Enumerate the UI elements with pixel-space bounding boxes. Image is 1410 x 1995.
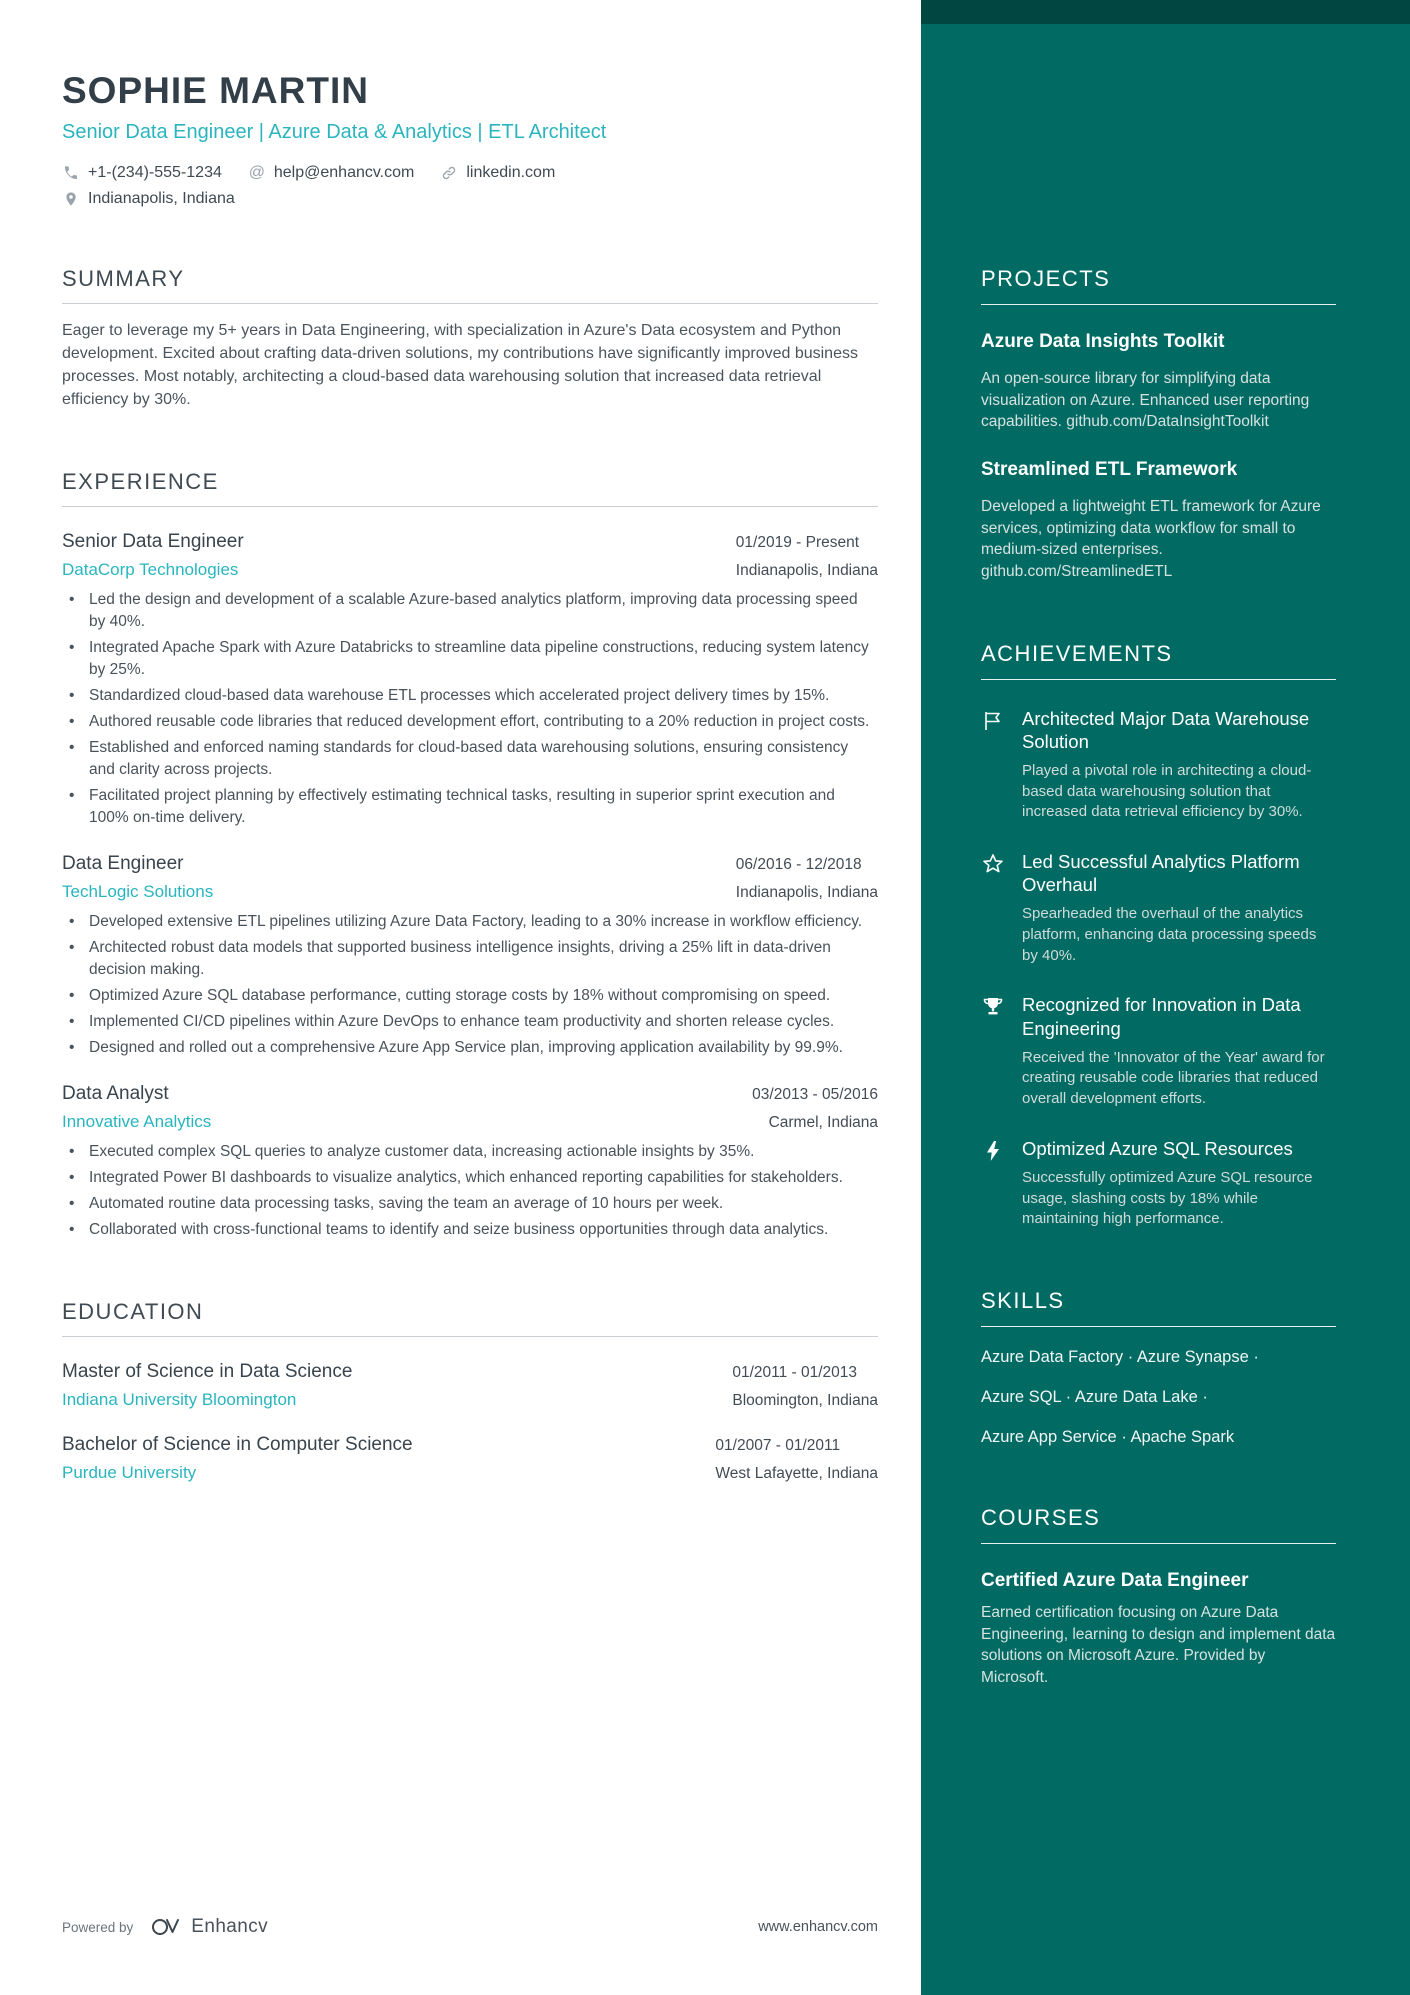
contact-row-2 (62, 190, 878, 208)
courses-heading: COURSES (981, 1505, 1336, 1544)
courses-section (981, 1505, 1336, 1689)
degree-title: Master of Science in Data Science (62, 1361, 353, 1383)
experience-heading: EXPERIENCE (62, 469, 878, 507)
phone-icon (62, 164, 80, 182)
enhancv-logo-icon (151, 1916, 181, 1938)
job-title: Data Analyst (62, 1083, 169, 1105)
contact-info (62, 164, 878, 208)
bullet-item: • Designed and rolled out a comprehensive Azure App Service plan, improving application availability by 99.9%. (62, 1037, 878, 1059)
bullet-item: • Implemented CI/CD pipelines within Azure DevOps to enhance team productivity and shorten release cycles. (62, 1011, 878, 1033)
education-location: Bloomington, Indiana (732, 1392, 878, 1410)
email-address: help@enhancv.com (273, 164, 415, 181)
skill-line: Azure App Service · Apache Spark (981, 1427, 1235, 1446)
project-description: Developed a lightweight ETL framework for Azure services, optimizing data workflow for small to medium-sized enterprises. github.com/StreamlinedETL (981, 498, 1321, 581)
skill-line: Azure SQL · Azure Data Lake · (981, 1387, 1208, 1406)
education-dates: 01/2011 - 01/2013 (732, 1364, 858, 1382)
trophy-icon (981, 993, 1007, 1109)
experience-section (62, 469, 878, 1241)
link-icon (440, 164, 458, 182)
summary-heading: SUMMARY (62, 266, 878, 304)
education-section (62, 1299, 878, 1483)
summary-text: Eager to leverage my 5+ years in Data Engineering, with specialization in Azure's Data ecosystem and Python development. Excited about crafting data-driven solutions, my contributions have significantly improved business processes. Most notably, architecting a cloud-based data warehousing solution that increased data retrieval efficiency by 30%. (62, 322, 858, 409)
star-icon (981, 850, 1007, 966)
email-contact[interactable] (248, 164, 414, 182)
job-title: Senior Data Engineer (62, 531, 244, 553)
education-entry (62, 1434, 878, 1483)
education-location: West Lafayette, Indiana (715, 1465, 878, 1483)
enhancv-logo[interactable] (151, 1916, 268, 1938)
achievement-title: Led Successful Analytics Platform Overhaul (1022, 851, 1300, 896)
job-company: DataCorp Technologies (62, 560, 239, 580)
achievement-description: Played a pivotal role in architecting a cloud-based data warehousing solution that increased data retrieval efficiency by 30%. (1022, 762, 1312, 821)
education-entry (62, 1361, 878, 1410)
enhancv-website-link[interactable]: www.enhancv.com (758, 1919, 878, 1935)
sidebar-content (921, 24, 1410, 1729)
main-column (62, 0, 878, 1483)
job-entry (62, 531, 878, 829)
job-bullets (62, 589, 878, 829)
person-name: SOPHIE MARTIN (62, 70, 369, 111)
location-pin-icon (62, 190, 80, 208)
at-icon: @ (248, 164, 265, 181)
linkedin-contact[interactable] (440, 164, 555, 182)
achievement-item (981, 707, 1336, 823)
job-entry (62, 1083, 878, 1241)
project-title: Azure Data Insights Toolkit (981, 331, 1225, 352)
achievement-description: Successfully optimized Azure SQL resource usage, slashing costs by 18% while maintaining high performance. (1022, 1168, 1313, 1228)
footer-branding (62, 1916, 268, 1938)
job-entry (62, 853, 878, 1059)
school-name: Purdue University (62, 1463, 197, 1483)
contact-row-1 (62, 164, 878, 182)
bullet-item: • Executed complex SQL queries to analyze customer data, increasing actionable insights by 35%. (62, 1141, 878, 1163)
achievement-title: Recognized for Innovation in Data Engineering (1022, 994, 1301, 1039)
location-contact (62, 190, 235, 208)
achievement-title: Optimized Azure SQL Resources (1022, 1137, 1293, 1159)
bullet-item: • Developed extensive ETL pipelines utilizing Azure Data Factory, leading to a 30% increase in workflow efficiency. (62, 911, 878, 933)
achievement-item (981, 850, 1336, 966)
phone-number: +1-(234)-555-1234 (88, 164, 222, 181)
powered-by-label: Powered by (62, 1919, 134, 1935)
sidebar (921, 0, 1410, 1995)
degree-title: Bachelor of Science in Computer Science (62, 1434, 413, 1456)
project-item (981, 459, 1336, 583)
course-title: Certified Azure Data Engineer (981, 1569, 1249, 1591)
job-location: Indianapolis, Indiana (735, 884, 878, 902)
summary-section (62, 266, 878, 411)
projects-section (981, 266, 1336, 583)
project-description: An open-source library for simplifying data visualization on Azure. Enhanced user reporting capabilities. github.com/DataInsightToolkit (981, 370, 1310, 431)
skill-line: Azure Data Factory · Azure Synapse · (981, 1347, 1259, 1366)
bullet-item: • Authored reusable code libraries that reduced development effort, contributing to a 20% reduction in project costs. (62, 711, 878, 733)
bullet-item: • Led the design and development of a scalable Azure-based analytics platform, improving data processing speed by 40%. (62, 589, 878, 633)
job-title: Data Engineer (62, 853, 184, 875)
bullet-item: • Integrated Apache Spark with Azure Databricks to streamline data pipeline constructions, reducing system latency by 25%. (62, 637, 878, 681)
project-item (981, 331, 1336, 433)
job-company: TechLogic Solutions (62, 882, 214, 902)
job-bullets (62, 911, 878, 1059)
enhancv-wordmark: Enhancv (191, 1916, 269, 1937)
course-item (981, 1570, 1336, 1689)
achievement-description: Received the 'Innovator of the Year' award for creating reusable code libraries that reduced overall development efforts. (1022, 1048, 1325, 1108)
project-title: Streamlined ETL Framework (981, 459, 1238, 481)
job-location: Indianapolis, Indiana (735, 562, 878, 580)
achievements-heading: ACHIEVEMENTS (981, 641, 1336, 680)
skills-heading: SKILLS (981, 1288, 1336, 1327)
course-description: Earned certification focusing on Azure Data Engineering, learning to design and implement data solutions on Microsoft Azure. Provided by Microsoft. (981, 1603, 1336, 1686)
bullet-item: • Architected robust data models that supported business intelligence insights, driving a 25% lift in data-driven decision making. (62, 937, 878, 981)
job-headline: Senior Data Engineer | Azure Data & Analytics | ETL Architect (62, 121, 607, 143)
achievements-section (981, 641, 1336, 1230)
achievement-item (981, 1137, 1336, 1230)
job-dates: 03/2013 - 05/2016 (752, 1086, 878, 1104)
projects-heading: PROJECTS (981, 266, 1336, 305)
job-dates: 06/2016 - 12/2018 (735, 856, 862, 874)
linkedin-url: linkedin.com (466, 164, 556, 181)
bullet-item: • Established and enforced naming standards for cloud-based data warehousing solutions, ensuring consistency and clarity across projects. (62, 737, 878, 781)
achievement-item (981, 993, 1336, 1109)
location-text: Indianapolis, Indiana (88, 190, 235, 207)
bullet-item: • Optimized Azure SQL database performance, cutting storage costs by 18% without compromising on speed. (62, 985, 878, 1007)
bullet-item: • Facilitated project planning by effectively estimating technical tasks, resulting in superior sprint execution and 100% on-time delivery. (62, 785, 878, 829)
job-location: Carmel, Indiana (768, 1114, 878, 1132)
bullet-item: • Standardized cloud-based data warehouse ETL processes which accelerated project delivery times by 15%. (62, 685, 878, 707)
job-dates: 01/2019 - Present (735, 534, 860, 552)
achievement-description: Spearheaded the overhaul of the analytics platform, enhancing data processing speeds by 40%. (1022, 905, 1317, 964)
sidebar-top-band (921, 0, 1410, 24)
bullet-item: • Integrated Power BI dashboards to visualize analytics, which enhanced reporting capabilities for stakeholders. (62, 1167, 878, 1189)
footer (62, 1916, 878, 1938)
lightning-icon (981, 1137, 1007, 1230)
school-name: Indiana University Bloomington (62, 1390, 297, 1410)
bullet-item: • Collaborated with cross-functional teams to identify and seize business opportunities through data analytics. (62, 1219, 878, 1241)
flag-icon (981, 707, 1007, 823)
job-bullets (62, 1141, 878, 1241)
bullet-item: • Automated routine data processing tasks, saving the team an average of 10 hours per week. (62, 1193, 878, 1215)
education-heading: EDUCATION (62, 1299, 878, 1337)
skills-section (981, 1288, 1336, 1447)
phone-contact[interactable] (62, 164, 222, 182)
education-dates: 01/2007 - 01/2011 (715, 1437, 841, 1455)
achievement-title: Architected Major Data Warehouse Solution (1022, 707, 1310, 752)
job-company: Innovative Analytics (62, 1112, 212, 1132)
